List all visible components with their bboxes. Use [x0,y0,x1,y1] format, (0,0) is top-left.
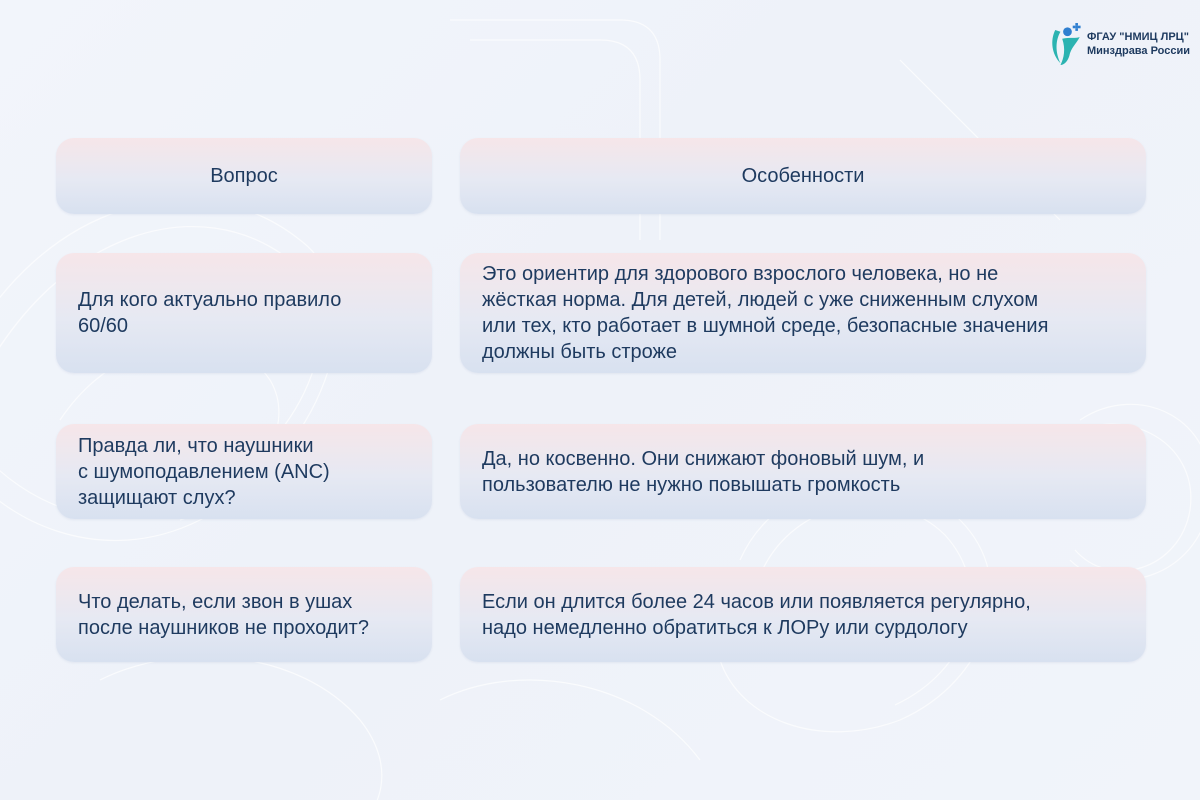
figure-with-cross-logo-icon [1050,18,1085,70]
question-cell [56,253,432,373]
column-header-question [56,138,432,214]
column-header-question-label: Вопрос [210,165,278,187]
logo-text [1087,30,1190,58]
question-cell [56,424,432,519]
answer-cell [460,253,1146,373]
organization-logo [1050,14,1190,74]
question-text: Для кого актуально правило 60/60 [78,289,342,337]
logo-subtitle: Минздрава России [1086,45,1190,57]
logo-title: ФГАУ "НМИЦ ЛРЦ" [1086,31,1189,43]
answer-text: Если он длится более 24 часов или появляется регулярно, надо немедленно обратиться к ЛОРу или сурдологу [482,590,1031,639]
answer-cell [460,567,1146,662]
column-header-features [460,138,1146,214]
answer-text: Да, но косвенно. Они снижают фоновый шум, и пользователю не нужно повышать громкость [482,447,925,496]
column-header-features-label: Особенности [741,165,865,187]
question-text: Правда ли, что наушники с шумоподавлением (ANC) защищают слух? [78,434,330,509]
answer-text: Это ориентир для здорового взрослого человека, но не жёсткая норма. Для детей, людей с уже сниженным слухом или тех, кто работает в шумной среде, безопасные значения должны быть строже [482,263,1049,363]
answer-cell [460,424,1146,519]
question-cell [56,567,432,662]
question-text: Что делать, если звон в ушах после наушников не проходит? [78,590,369,639]
